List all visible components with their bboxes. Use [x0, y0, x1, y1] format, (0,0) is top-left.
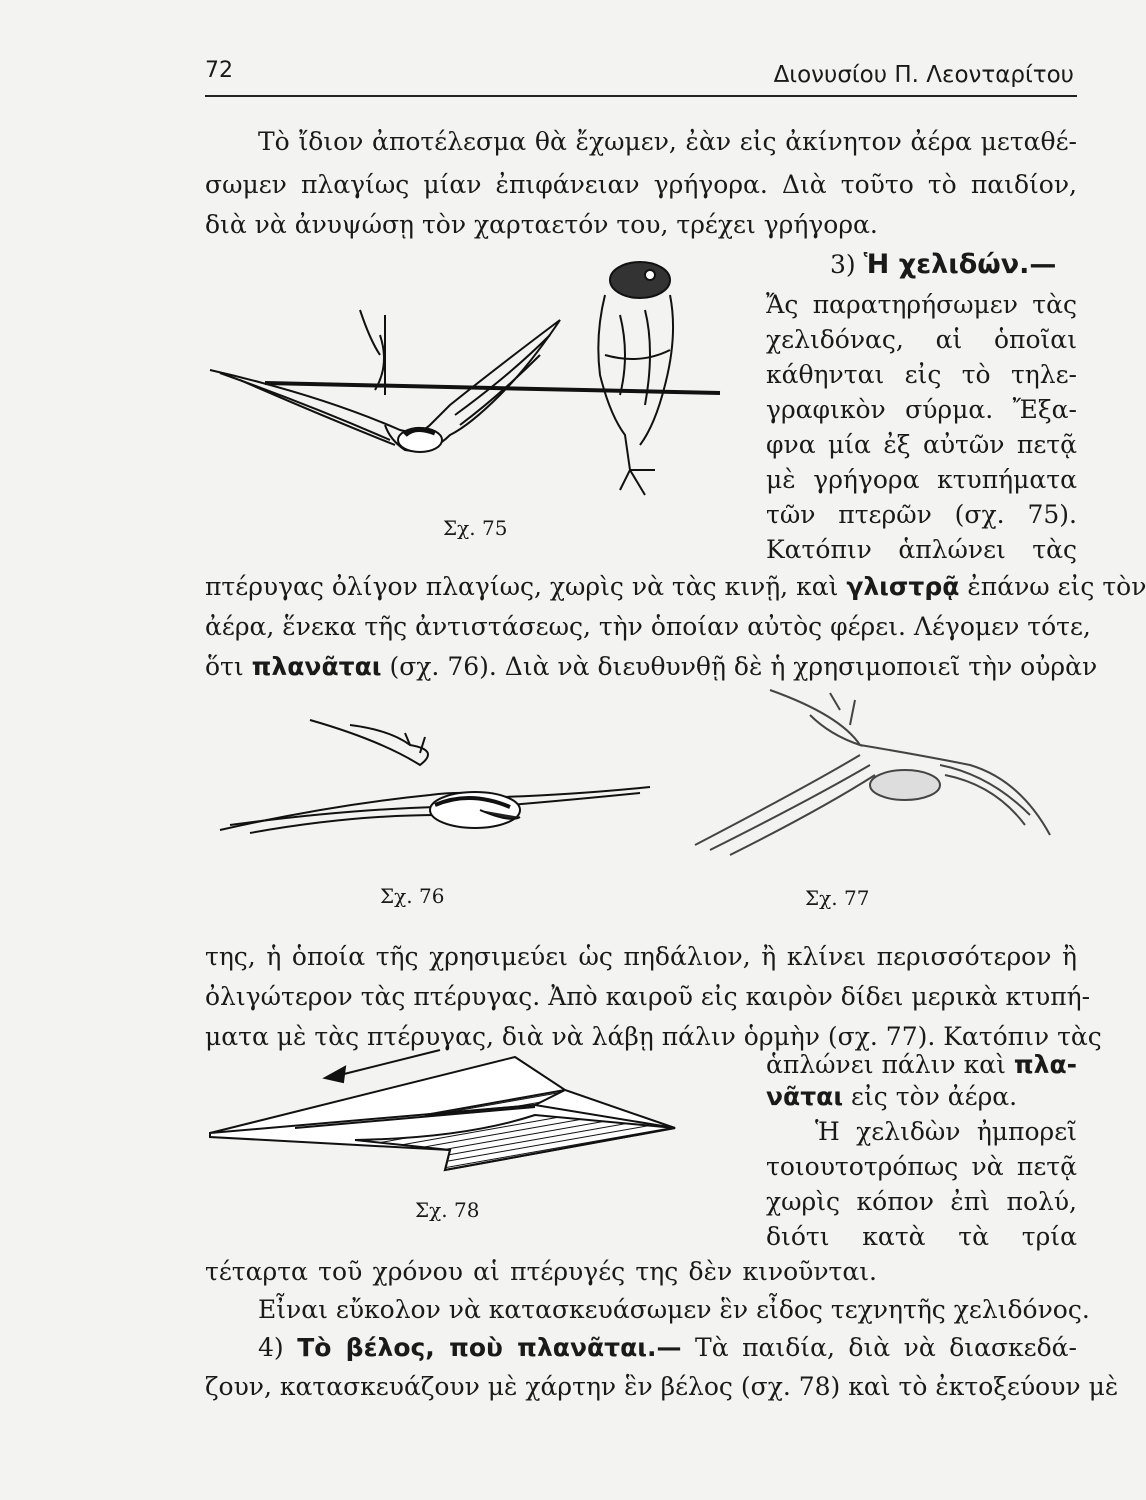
text-line: Κατόπιν ἁπλώνει τὰς: [766, 535, 1077, 564]
text-line: χωρὶς κόπον ἐπὶ πολύ,: [766, 1187, 1077, 1216]
bold-term: γλιστρᾷ: [846, 572, 960, 601]
text-line: ἀέρα, ἕνεκα τῆς ἀντιστάσεως, τὴν ὁποίαν αὐτὸς φέρει. Λέγομεν τότε,: [205, 612, 1091, 641]
text-line: Εἶναι εὔκολον νὰ κατασκευάσωμεν ἓν εἶδος τεχνητῆς χελιδόνος.: [258, 1295, 1090, 1324]
text-line: τέταρτα τοῦ χρόνου αἱ πτέρυγές της δὲν κινοῦνται.: [205, 1257, 877, 1286]
text-span: πτέρυγας ὀλίγον πλαγίως, χωρὶς νὰ τὰς κινῇ, καὶ: [205, 572, 839, 601]
section-heading: [830, 250, 1077, 280]
figure-76-gliding-swallow: [210, 715, 660, 855]
section-number: 4): [258, 1333, 284, 1362]
text-line: Ἡ χελιδὼν ἠμπορεῖ: [815, 1117, 1077, 1146]
bold-term: πλα-: [1013, 1050, 1078, 1079]
text-line: Τὸ ἴδιον ἀποτέλεσμα θὰ ἔχωμεν, ἐὰν εἰς ἀκίνητον ἀέρα μεταθέ-: [258, 127, 1077, 156]
text-span: ὅτι: [205, 652, 244, 681]
text-line: [766, 1050, 1077, 1080]
text-span: ἁπλώνει πάλιν καὶ: [766, 1050, 1006, 1079]
section-title: Ἡ χελιδών.—: [863, 249, 1057, 280]
section-4-line: [258, 1333, 1077, 1363]
bold-term: πλανᾶται: [251, 652, 382, 681]
text-line: γραφικὸν σύρμα. Ἔξα-: [766, 395, 1077, 424]
text-line: ζουν, κατασκευάζουν μὲ χάρτην ἓν βέλος (σχ. 78) καὶ τὸ ἐκτοξεύουν μὲ: [205, 1372, 1119, 1401]
figure-75-swallows-on-wire: [200, 255, 740, 515]
text-line: [205, 572, 1146, 602]
text-span: εἰς τὸν ἀέρα.: [851, 1082, 1018, 1111]
text-line: της, ἡ ὁποία τῆς χρησιμεύει ὡς πηδάλιον, ἢ κλίνει περισσότερον ἢ: [205, 942, 1077, 971]
header-rule: [205, 95, 1077, 97]
figure-caption-75: Σχ. 75: [443, 516, 508, 540]
text-line: σωμεν πλαγίως μίαν ἐπιφάνειαν γρήγορα. Διὰ τοῦτο τὸ παιδίον,: [205, 170, 1077, 199]
text-line: κάθηνται εἰς τὸ τηλε-: [766, 360, 1077, 389]
figure-78-paper-arrow: [205, 1045, 705, 1185]
section-number: 3): [830, 250, 856, 279]
text-line: διότι κατὰ τὰ τρία: [766, 1222, 1077, 1251]
running-header-author: Διονυσίου Π. Λεονταρίτου: [773, 62, 1074, 88]
text-span: Τὰ παιδία, διὰ νὰ διασκεδά-: [695, 1333, 1077, 1362]
text-line: χελιδόνας, αἱ ὁποῖαι: [766, 325, 1077, 354]
text-line: [205, 652, 1098, 682]
text-line: μὲ γρήγορα κτυπήματα: [766, 465, 1077, 494]
figure-77-flapping-swallow: [690, 685, 1070, 865]
text-line: ὀλιγώτερον τὰς πτέρυγας. Ἀπὸ καιροῦ εἰς καιρὸν δίδει μερικὰ κτυπή-: [205, 982, 1091, 1011]
text-span: (σχ. 76). Διὰ νὰ διευθυνθῇ δὲ ἡ χρησιμοποιεῖ τὴν οὐρὰν: [389, 652, 1098, 681]
text-line: [766, 1082, 1077, 1112]
text-line: διὰ νὰ ἀνυψώσῃ τὸν χαρταετόν του, τρέχει γρήγορα.: [205, 210, 878, 239]
section-title: Τὸ βέλος, ποὺ πλανᾶται.—: [297, 1333, 682, 1362]
text-line: ματα μὲ τὰς πτέρυγας, διὰ νὰ λάβῃ πάλιν ὁρμὴν (σχ. 77). Κατόπιν τὰς: [205, 1022, 1102, 1051]
figure-caption-77: Σχ. 77: [805, 886, 870, 910]
text-line: Ἄς παρατηρήσωμεν τὰς: [766, 290, 1077, 319]
text-line: φνα μία ἐξ αὐτῶν πετᾷ: [766, 430, 1077, 459]
text-line: τῶν πτερῶν (σχ. 75).: [766, 500, 1077, 529]
figure-caption-78: Σχ. 78: [415, 1198, 480, 1222]
text-span: ἐπάνω εἰς τὸν: [967, 572, 1146, 601]
page-number: 72: [205, 58, 233, 83]
text-line: τοιουτοτρόπως νὰ πετᾷ: [766, 1152, 1077, 1181]
bold-term: νᾶται: [766, 1082, 844, 1111]
figure-caption-76: Σχ. 76: [380, 884, 445, 908]
